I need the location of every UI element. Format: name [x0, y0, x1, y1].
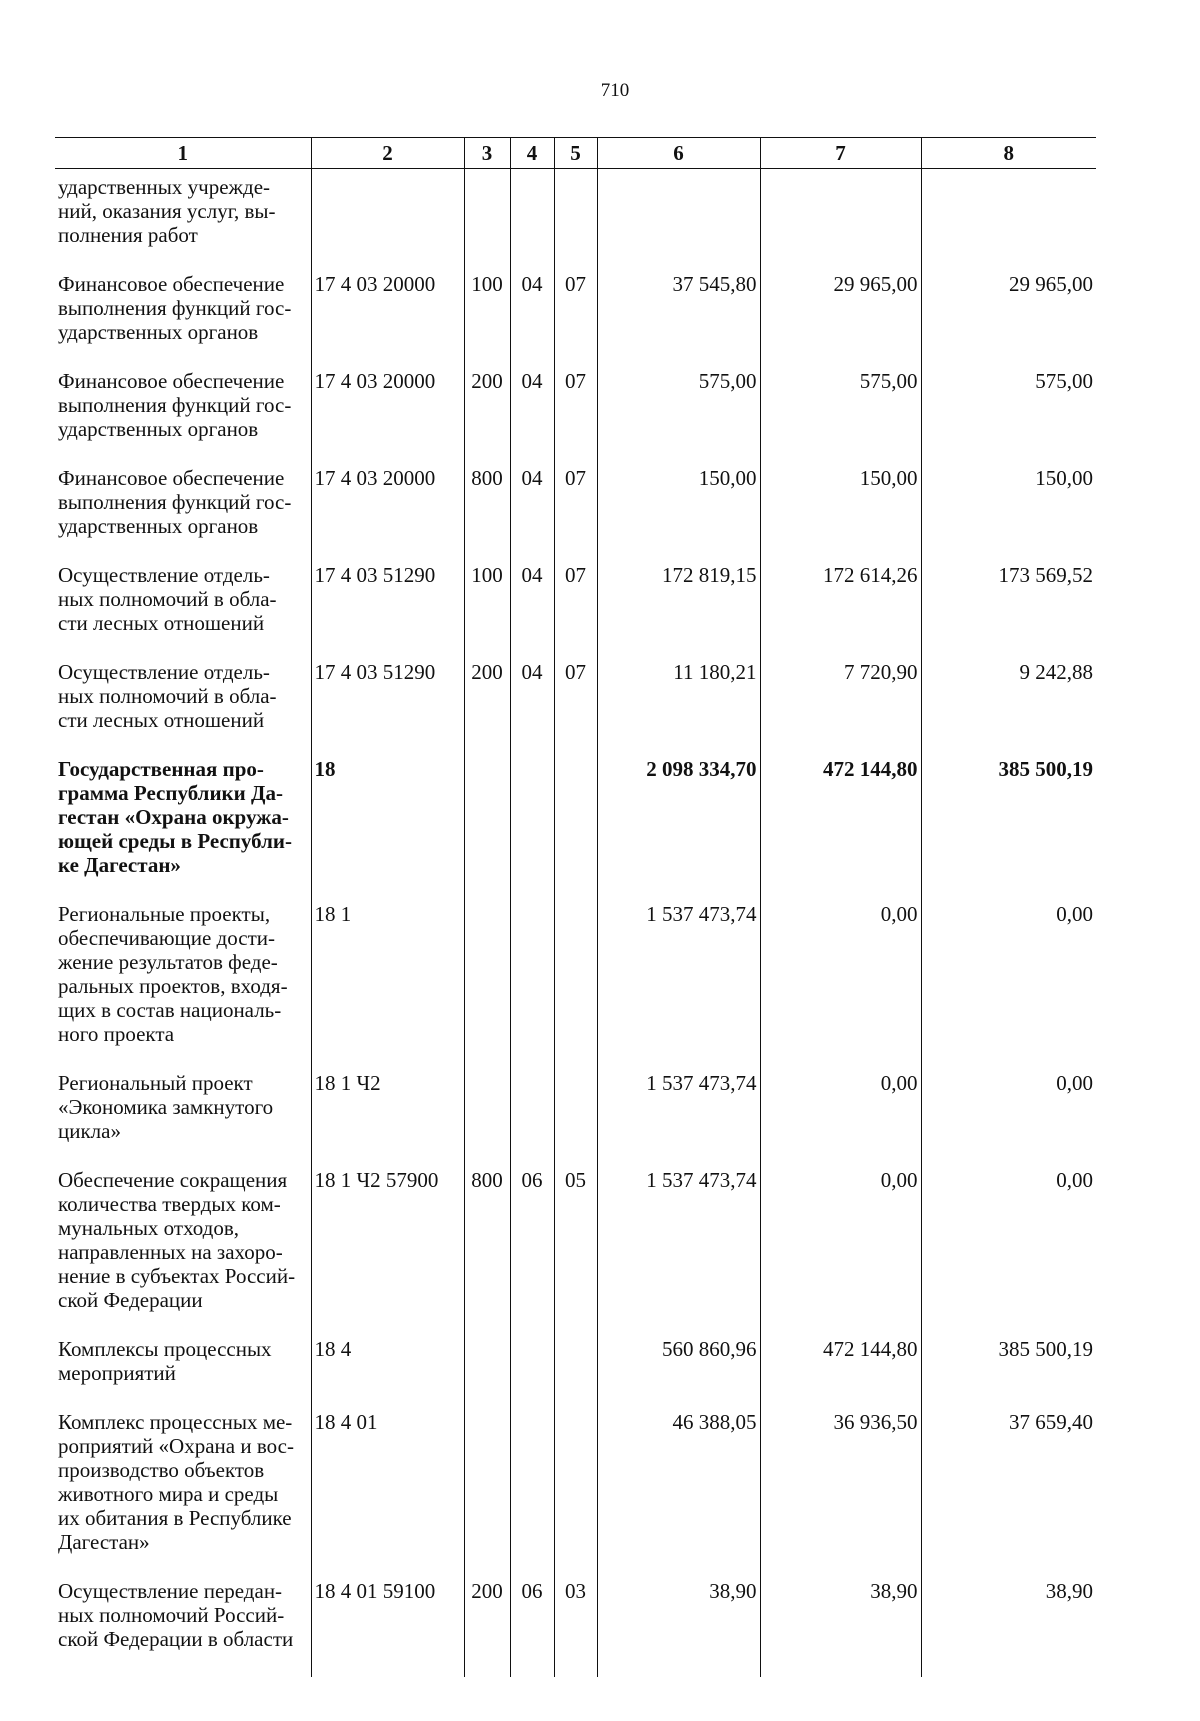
col5-cell: [554, 897, 597, 1066]
row-name-line: ской Федерации: [58, 1288, 203, 1312]
amount-col8-cell: 9 242,88: [1019, 660, 1093, 684]
amount-col8-cell: 385 500,19: [998, 757, 1093, 781]
row-name-line: ударственных учрежде-: [58, 175, 271, 199]
row-name-line: ударственных органов: [58, 320, 259, 344]
header-row: [55, 138, 1096, 169]
table-row: [55, 169, 1096, 268]
code-cell: [311, 169, 464, 268]
row-name-line: цикла»: [58, 1119, 121, 1143]
row-name-cell: [55, 364, 311, 461]
col4-cell: 06: [510, 1574, 554, 1677]
row-name-line: роприятий «Охрана и вос-: [58, 1434, 294, 1458]
col5-cell: [554, 1405, 597, 1574]
page-number: 710: [600, 80, 630, 101]
code-cell: 17 4 03 51290: [311, 558, 464, 655]
amount-col7-cell: 172 614,26: [760, 558, 921, 655]
amount-col8-cell: [921, 169, 1096, 268]
amount-col8-cell: 0,00: [1056, 1168, 1093, 1192]
amount-col6-cell: 150,00: [597, 461, 760, 558]
amount-col7-cell: 150,00: [760, 461, 921, 558]
table-row: [55, 1066, 1096, 1163]
code-cell: 18: [311, 752, 464, 897]
code-cell: 17 4 03 20000: [311, 267, 464, 364]
col4-cell: 04: [510, 655, 554, 752]
row-name-line: нение в субъектах Россий-: [58, 1264, 296, 1288]
row-name-line: Осуществление отдель-: [58, 563, 270, 587]
amount-col7-cell: 0,00: [760, 1163, 921, 1332]
code-cell: 18 1 Ч2 57900: [311, 1163, 464, 1332]
amount-col7-cell: 38,90: [760, 1574, 921, 1677]
col4-cell: 06: [510, 1163, 554, 1332]
row-name-cell: [55, 1066, 311, 1163]
row-name-line: Комплекс процессных ме-: [58, 1410, 293, 1434]
col5-cell: 07: [554, 461, 597, 558]
amount-col7-cell: 29 965,00: [760, 267, 921, 364]
amount-col8-cell: 37 659,40: [1009, 1410, 1093, 1434]
amount-col7-cell: 575,00: [760, 364, 921, 461]
row-name-line: Комплексы процессных: [58, 1337, 272, 1361]
col4-cell: [510, 1066, 554, 1163]
col5-cell: 07: [554, 267, 597, 364]
col4-cell: [510, 752, 554, 897]
table-row: [55, 1574, 1096, 1677]
row-name-line: сти лесных отношений: [58, 611, 265, 635]
column-header-3: 3: [464, 138, 510, 169]
row-name-line: Осуществление передан-: [58, 1579, 283, 1603]
amount-col6-cell: 46 388,05: [597, 1405, 760, 1574]
column-header-6: 6: [597, 138, 760, 169]
row-name-line: Обеспечение сокращения: [58, 1168, 288, 1192]
amount-col6-cell: 1 537 473,74: [597, 1066, 760, 1163]
row-name-line: ударственных органов: [58, 514, 259, 538]
row-name-line: Финансовое обеспечение: [58, 369, 285, 393]
code-cell: 18 1 Ч2: [311, 1066, 464, 1163]
amount-col6-cell: 11 180,21: [597, 655, 760, 752]
amount-col8-cell: 29 965,00: [1009, 272, 1093, 296]
row-name-line: гестан «Охрана окружа-: [58, 805, 289, 829]
col3-cell: 800: [464, 1163, 510, 1332]
amount-col8-cell: 0,00: [1056, 902, 1093, 926]
col3-cell: 200: [464, 364, 510, 461]
code-cell: 18 4 01: [311, 1405, 464, 1574]
amount-col6-cell: [597, 169, 760, 268]
row-name-line: направленных на захоро-: [58, 1240, 283, 1264]
amount-col7-cell: 0,00: [760, 1066, 921, 1163]
row-name-line: Региональный проект: [58, 1071, 253, 1095]
column-header-5: 5: [554, 138, 597, 169]
column-header-8: 8: [921, 138, 1096, 169]
table-row: [55, 558, 1096, 655]
col5-cell: 07: [554, 655, 597, 752]
row-name-line: ных полномочий в обла-: [58, 684, 277, 708]
code-cell: 17 4 03 20000: [311, 364, 464, 461]
row-name-cell: [55, 1163, 311, 1332]
row-name-line: производство объектов: [58, 1458, 265, 1482]
col5-cell: [554, 1066, 597, 1163]
row-name-line: ской Федерации в области: [58, 1627, 294, 1651]
table-row: [55, 897, 1096, 1066]
row-name-line: животного мира и среды: [58, 1482, 279, 1506]
row-name-line: мероприятий: [58, 1361, 176, 1385]
amount-col6-cell: 1 537 473,74: [597, 1163, 760, 1332]
col4-cell: 04: [510, 558, 554, 655]
row-name-line: ний, оказания услуг, вы-: [58, 199, 276, 223]
row-name-line: количества твердых ком-: [58, 1192, 281, 1216]
amount-col7-cell: 472 144,80: [760, 752, 921, 897]
row-name-line: Региональные проекты,: [58, 902, 271, 926]
column-header-2: 2: [311, 138, 464, 169]
col3-cell: 200: [464, 655, 510, 752]
amount-col8-cell: 575,00: [1035, 369, 1093, 393]
col5-cell: [554, 1332, 597, 1405]
table-row: [55, 655, 1096, 752]
col4-cell: [510, 897, 554, 1066]
row-name-cell: [55, 558, 311, 655]
table-row: [55, 1163, 1096, 1332]
col4-cell: 04: [510, 461, 554, 558]
col3-cell: [464, 897, 510, 1066]
amount-col6-cell: 2 098 334,70: [597, 752, 760, 897]
row-name-cell: [55, 655, 311, 752]
row-name-line: мунальных отходов,: [58, 1216, 240, 1240]
col5-cell: 07: [554, 558, 597, 655]
column-header-7: 7: [760, 138, 921, 169]
code-cell: 18 4: [311, 1332, 464, 1405]
row-name-line: ющей среды в Республи-: [58, 829, 292, 853]
row-name-line: грамма Республики Да-: [58, 781, 283, 805]
col3-cell: 100: [464, 267, 510, 364]
amount-col7-cell: 7 720,90: [760, 655, 921, 752]
column-header-4: 4: [510, 138, 554, 169]
row-name-line: сти лесных отношений: [58, 708, 265, 732]
amount-col8-cell: 173 569,52: [998, 563, 1093, 587]
row-name-line: Государственная про-: [58, 757, 264, 781]
col5-cell: [554, 752, 597, 897]
col4-cell: [510, 1405, 554, 1574]
col5-cell: [554, 169, 597, 268]
amount-col6-cell: 560 860,96: [597, 1332, 760, 1405]
row-name-line: «Экономика замкнутого: [58, 1095, 274, 1119]
row-name-line: их обитания в Республике: [58, 1506, 292, 1530]
amount-col6-cell: 1 537 473,74: [597, 897, 760, 1066]
row-name-line: Финансовое обеспечение: [58, 272, 285, 296]
row-name-cell: [55, 752, 311, 897]
row-name-line: выполнения функций гос-: [58, 296, 292, 320]
row-name-cell: [55, 1332, 311, 1405]
col5-cell: 05: [554, 1163, 597, 1332]
row-name-cell: [55, 897, 311, 1066]
row-name-line: ных полномочий в обла-: [58, 587, 277, 611]
col3-cell: [464, 1405, 510, 1574]
row-name-line: жение результатов феде-: [58, 950, 278, 974]
code-cell: 18 1: [311, 897, 464, 1066]
column-header-1: 1: [55, 138, 311, 169]
col4-cell: [510, 1332, 554, 1405]
row-name-line: ного проекта: [58, 1022, 175, 1046]
row-name-line: полнения работ: [58, 223, 198, 247]
row-name-line: выполнения функций гос-: [58, 393, 292, 417]
code-cell: 17 4 03 51290: [311, 655, 464, 752]
amount-col8-cell: 0,00: [1056, 1071, 1093, 1095]
row-name-line: ке Дагестан»: [58, 853, 181, 877]
amount-col7-cell: [760, 169, 921, 268]
col3-cell: [464, 1066, 510, 1163]
table-row: [55, 1332, 1096, 1405]
amount-col6-cell: 575,00: [597, 364, 760, 461]
table-row: [55, 1405, 1096, 1574]
col4-cell: [510, 169, 554, 268]
col5-cell: 03: [554, 1574, 597, 1677]
row-name-cell: [55, 169, 311, 268]
amount-col7-cell: 0,00: [760, 897, 921, 1066]
table-row: [55, 461, 1096, 558]
col4-cell: 04: [510, 364, 554, 461]
row-name-line: обеспечивающие дости-: [58, 926, 275, 950]
amount-col8-cell: 385 500,19: [998, 1337, 1093, 1361]
row-name-line: ных полномочий Россий-: [58, 1603, 285, 1627]
table-row: [55, 752, 1096, 897]
row-name-line: Осуществление отдель-: [58, 660, 270, 684]
amount-col8-cell: 150,00: [1035, 466, 1093, 490]
row-name-line: ральных проектов, входя-: [58, 974, 288, 998]
amount-col7-cell: 36 936,50: [760, 1405, 921, 1574]
budget-table: [55, 137, 1096, 1677]
col4-cell: 04: [510, 267, 554, 364]
row-name-line: ударственных органов: [58, 417, 259, 441]
amount-col8-cell: 38,90: [1045, 1579, 1093, 1603]
col3-cell: [464, 169, 510, 268]
row-name-cell: [55, 1405, 311, 1574]
col3-cell: [464, 1332, 510, 1405]
amount-col6-cell: 38,90: [597, 1574, 760, 1677]
col3-cell: [464, 752, 510, 897]
table-row: [55, 267, 1096, 364]
amount-col7-cell: 472 144,80: [760, 1332, 921, 1405]
row-name-cell: [55, 1574, 311, 1677]
col5-cell: 07: [554, 364, 597, 461]
amount-col6-cell: 172 819,15: [597, 558, 760, 655]
col3-cell: 100: [464, 558, 510, 655]
row-name-line: Дагестан»: [58, 1530, 150, 1554]
row-name-line: щих в состав националь-: [58, 998, 282, 1022]
row-name-cell: [55, 267, 311, 364]
col3-cell: 200: [464, 1574, 510, 1677]
row-name-line: выполнения функций гос-: [58, 490, 292, 514]
table-row: [55, 364, 1096, 461]
row-name-cell: [55, 461, 311, 558]
amount-col6-cell: 37 545,80: [597, 267, 760, 364]
col3-cell: 800: [464, 461, 510, 558]
table-body: [55, 169, 1096, 1678]
code-cell: 18 4 01 59100: [311, 1574, 464, 1677]
code-cell: 17 4 03 20000: [311, 461, 464, 558]
row-name-line: Финансовое обеспечение: [58, 466, 285, 490]
